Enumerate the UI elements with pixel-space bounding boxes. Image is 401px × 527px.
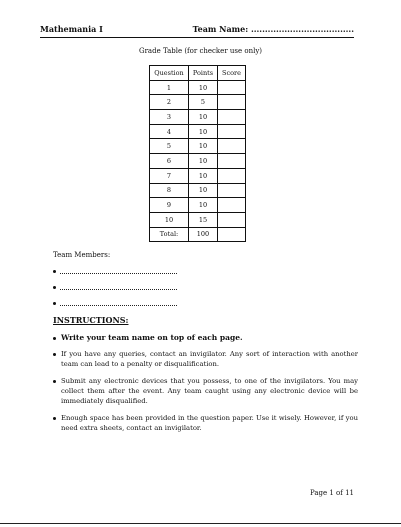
score-cell [218,95,246,110]
score-cell [218,110,246,125]
course-title: Mathemania I [40,24,103,34]
instructions-title: INSTRUCTIONS: [53,315,129,325]
question-cell: 7 [150,168,189,183]
points-cell: 10 [189,198,218,213]
table-row [150,198,246,213]
points-cell: 5 [189,95,218,110]
table-row [150,183,246,198]
score-cell [218,80,246,95]
total-label: Total: [150,227,189,242]
score-cell [218,139,246,154]
points-cell: 15 [189,212,218,227]
page-bottom-edge [0,523,401,524]
instruction-text: Submit any electronic devices that you possess, to one of the invigilators. You may collect them after the event. Any team caught using any electronic device will be immediately disqualified. [61,377,358,405]
score-cell [218,168,246,183]
question-cell: 2 [150,95,189,110]
points-cell: 10 [189,183,218,198]
points-cell: 10 [189,154,218,169]
points-cell: 10 [189,80,218,95]
column-header-score: Score [218,66,246,81]
question-cell: 4 [150,124,189,139]
table-row [150,168,246,183]
bullet-icon [53,380,56,383]
team-members-title: Team Members: [53,251,111,259]
points-cell: 10 [189,124,218,139]
points-cell: 10 [189,168,218,183]
total-row [150,227,246,242]
bullet-icon [53,337,56,340]
score-cell [218,198,246,213]
column-header-points: Points [189,66,218,81]
page-header [40,24,354,36]
instruction-item [53,333,358,343]
table-row [150,139,246,154]
table-row [150,154,246,169]
score-cell [218,183,246,198]
question-cell: 10 [150,212,189,227]
grade-table-header-row [150,66,246,81]
points-cell: 10 [189,110,218,125]
team-member-line [53,283,177,293]
question-cell: 1 [150,80,189,95]
table-row [150,95,246,110]
instruction-item [53,376,358,406]
total-points: 100 [189,227,218,242]
bullet-icon [53,353,56,356]
header-rule [40,37,354,38]
team-member-line [53,267,177,277]
grade-table [149,65,246,242]
question-cell: 5 [150,139,189,154]
team-member-line [53,299,177,309]
bullet-icon [53,417,56,420]
instruction-text: If you have any queries, contact an invigilator. Any sort of interaction with another team can lead to a penalty or disqualification. [61,350,358,368]
dotted-fill-line [60,301,177,306]
table-row [150,80,246,95]
table-row [150,124,246,139]
bullet-icon [53,270,56,273]
question-cell: 9 [150,198,189,213]
score-cell [218,124,246,139]
bullet-icon [53,302,56,305]
instruction-item [53,413,358,433]
instruction-text: Enough space has been provided in the question paper. Use it wisely. However, if you need extra sheets, contact an invigilator. [61,414,358,432]
dotted-fill-line [60,269,177,274]
bullet-icon [53,286,56,289]
table-row [150,212,246,227]
table-row [150,110,246,125]
question-cell: 8 [150,183,189,198]
points-cell: 10 [189,139,218,154]
score-cell [218,154,246,169]
score-cell [218,212,246,227]
total-score-cell [218,227,246,242]
grade-table-caption: Grade Table (for checker use only) [138,47,263,55]
dotted-fill-line [60,285,177,290]
team-name-field: Team Name: ..................................... [192,24,354,34]
question-cell: 6 [150,154,189,169]
instruction-text: Write your team name on top of each page. [61,333,243,342]
page-number: Page 1 of 11 [309,489,354,497]
instruction-item [53,349,358,369]
question-cell: 3 [150,110,189,125]
column-header-question: Question [150,66,189,81]
